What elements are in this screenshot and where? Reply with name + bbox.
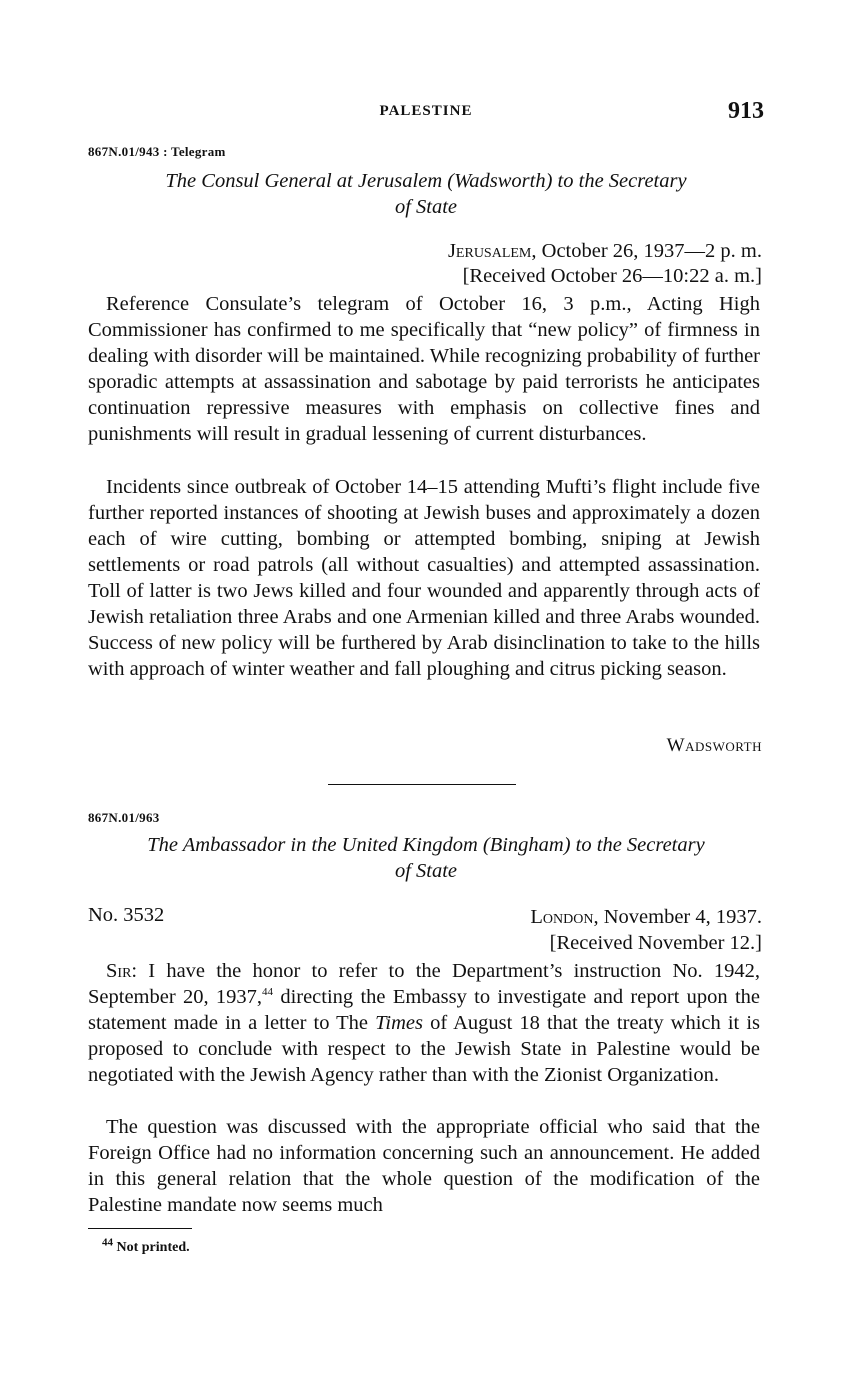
dateline-2-place: London [530,906,594,928]
doc2-para1-text-b: directing the Embassy to investigate and report upon the statement made in a letter to The [88,986,760,1034]
heading-2-line1: The Ambassador in the United Kingdom (Bingham) to the Secretary [147,834,705,856]
doc1-paragraph-2: Incidents since outbreak of October 14–15 attending Mufti’s flight include five further reported instances of shooting at Jewish buses and approximately a dozen each of wire cutting, bombing or attempted bombing, sniping at Jewish settlements or road patrols (all without casualties) and attempted assassination. Toll of latter is two Jews killed and four wounded and apparently through acts of Jewish retaliation three Arabs and one Armenian killed and three Arabs wounded. Success of new policy will be furthered by Arab disinclination to take to the hills with approach of winter weather and fall ploughing and citrus picking season. [88,476,760,680]
section-divider [328,784,516,785]
doc2-paragraph-1 [88,958,760,1088]
footnote-text: Not printed. [113,1240,190,1255]
newspaper-title: Times [375,1012,423,1034]
footnote-ref: 44 [262,986,274,999]
salutation: Sir [106,960,132,982]
heading-1-line2: of State [394,196,458,218]
signature-1: Wadsworth [666,735,762,756]
footnote-rule [88,1228,192,1229]
page-number: 913 [728,98,764,124]
heading-1-line1: The Consul General at Jerusalem (Wadsworth) to the Secretary [165,170,687,192]
footnote-marker: 44 [102,1236,113,1249]
heading-2-line2: of State [394,860,458,882]
received-1: [Received October 26—10:22 a. m.] [462,265,762,287]
running-head [88,98,764,124]
footnote [102,1236,190,1256]
doc2-para1-text-c: of August 18 that the treaty which it is proposed to conclude with respect to the Jewish State in Palestine would be negotiated with the Jewish Agency rather than with the Zionist Organization. [88,1012,760,1086]
dateline-2 [530,904,762,930]
dateline-1-date: , October 26, 1937—2 p. m. [531,240,762,262]
document-number: No. 3532 [88,904,165,926]
file-number-1: 867N.01/943 : Telegram [88,144,226,159]
doc2-para1-text-a: : I have the honor to refer to the Department’s instruction No. 1942, September 20, 1937, [88,960,760,1008]
doc1-paragraph-1: Reference Consulate’s telegram of October 16, 3 p.m., Acting High Commissioner has confirmed to me specifically that “new policy” of firmness in dealing with disorder will be maintained. While recognizing probability of further sporadic attempts at assassination and sabotage by paid terrorists he anticipates continuation repressive measures with emphasis on collective fines and punishments will result in gradual lessening of current disturbances. [88,293,760,445]
doc2-paragraph-2: The question was discussed with the appropriate official who said that the Foreign Office had no information concerning such an announcement. He added in this general relation that the whole question of the modification of the Palestine mandate now seems much [88,1116,760,1216]
dateline-1-place: Jerusalem [447,240,532,262]
dateline-2-date: , November 4, 1937. [593,906,762,928]
received-2: [Received November 12.] [549,932,762,954]
file-number-2: 867N.01/963 [88,810,160,825]
dateline-1 [448,238,762,264]
running-title: PALESTINE [379,103,473,119]
